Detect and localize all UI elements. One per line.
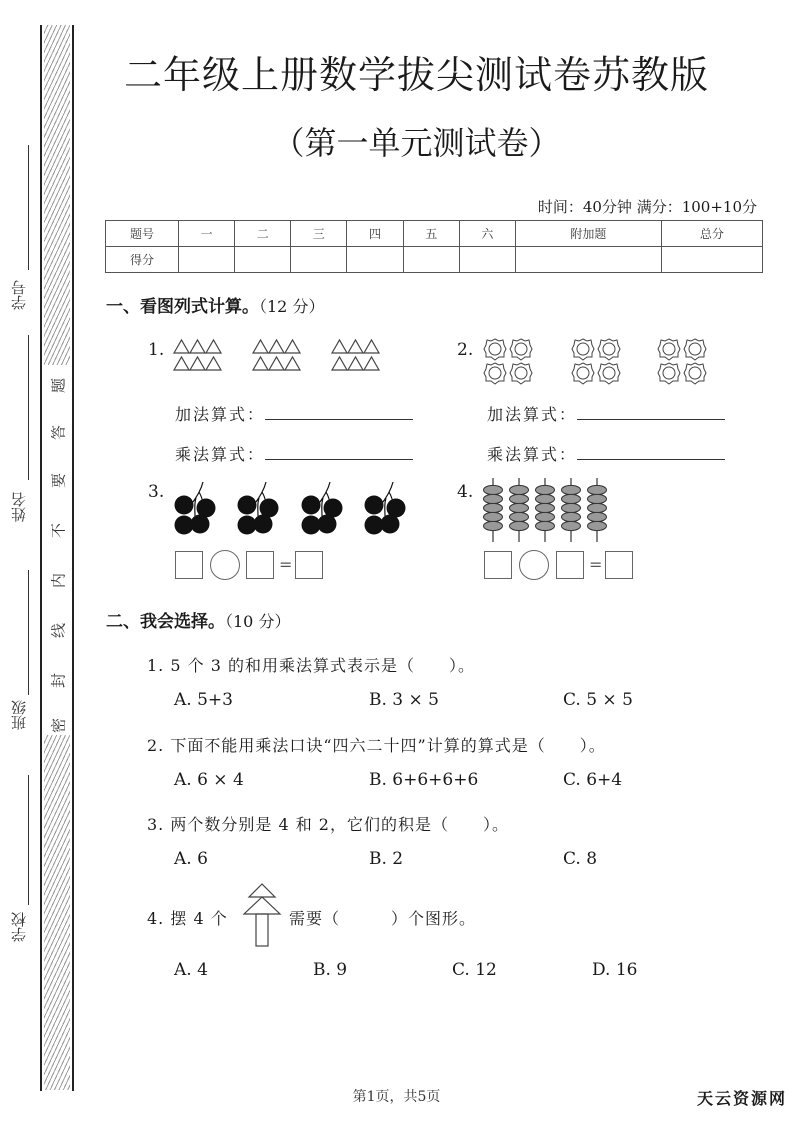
- q3-operator-circle[interactable]: [210, 550, 240, 580]
- mc-question-1: 1. 5 个 3 的和用乘法算式表示是（ ）。: [147, 656, 475, 675]
- q1-mul-label: 乘法算式：: [175, 445, 266, 464]
- q2-mul-row: [487, 442, 725, 465]
- q4-number: 4.: [457, 482, 474, 502]
- seal-char: 内: [49, 573, 68, 589]
- hatch-bottom: [44, 735, 70, 1090]
- section1-heading: [106, 292, 324, 317]
- score-cell: 附加题: [515, 221, 661, 247]
- flowers-figure: [482, 336, 722, 388]
- mc-q1-option-b[interactable]: B. 3 × 5: [369, 690, 439, 710]
- mc-question-4-prefix: 4. 摆 4 个: [147, 909, 228, 928]
- section1-points: （12 分）: [259, 297, 325, 316]
- score-input[interactable]: [515, 247, 661, 273]
- mc-question-2: 2. 下面不能用乘法口诀“四六二十四”计算的算式是（ ）。: [147, 736, 606, 755]
- tree-shape-icon: [242, 882, 282, 948]
- q2-add-label: 加法算式：: [487, 405, 578, 424]
- q2-mul-label: 乘法算式：: [487, 445, 578, 464]
- grapes-figure: [172, 480, 422, 540]
- score-cell: 三: [291, 221, 347, 247]
- school-field[interactable]: [28, 775, 29, 905]
- q2-mul-answer[interactable]: [577, 443, 725, 460]
- score-cell: 得分: [106, 247, 179, 273]
- seal-char: 密: [49, 718, 68, 734]
- mc-q4-option-b[interactable]: B. 9: [313, 960, 348, 980]
- triangles-figure: [172, 338, 402, 374]
- student-name-label: 姓名: [10, 492, 28, 522]
- score-table: [105, 220, 763, 273]
- score-cell: 五: [403, 221, 459, 247]
- mc-q4-option-c[interactable]: C. 12: [452, 960, 497, 980]
- score-input[interactable]: [347, 247, 403, 273]
- seal-char: 答: [49, 425, 68, 441]
- binding-line-left: [40, 25, 42, 1091]
- q3-equals: =: [279, 555, 293, 574]
- q3-answer-box-2[interactable]: [246, 551, 274, 579]
- binding-line-right: [72, 25, 74, 1091]
- bead-skewers-figure: [482, 478, 612, 542]
- score-input[interactable]: [291, 247, 347, 273]
- score-cell: 四: [347, 221, 403, 247]
- section2-points: （10 分）: [225, 612, 291, 631]
- mc-q1-option-a[interactable]: A. 5+3: [174, 690, 233, 710]
- q2-add-answer[interactable]: [577, 403, 725, 420]
- seal-char: 题: [49, 378, 68, 394]
- q1-mul-row: [175, 442, 413, 465]
- q4-equals: =: [589, 555, 603, 574]
- q1-mul-answer[interactable]: [265, 443, 413, 460]
- seal-char: 封: [49, 673, 68, 689]
- school-label: 学校: [10, 912, 28, 942]
- mc-question-4-suffix: 需要（ ）个图形。: [289, 909, 477, 928]
- mc-q1-option-c[interactable]: C. 5 × 5: [563, 690, 633, 710]
- score-input[interactable]: [235, 247, 291, 273]
- q3-answer-box-1[interactable]: [175, 551, 203, 579]
- score-input[interactable]: [459, 247, 515, 273]
- q3-answer-box-3[interactable]: [295, 551, 323, 579]
- q4-operator-circle[interactable]: [519, 550, 549, 580]
- q4-answer-box-3[interactable]: [605, 551, 633, 579]
- page-title: 二年级上册数学拔尖测试卷苏教版: [123, 53, 709, 97]
- q1-add-row: [175, 402, 413, 425]
- mc-q2-option-c[interactable]: C. 6+4: [563, 770, 623, 790]
- mc-q4-option-d[interactable]: D. 16: [592, 960, 638, 980]
- score-input[interactable]: [179, 247, 235, 273]
- mc-q3-option-b[interactable]: B. 2: [369, 849, 404, 869]
- score-cell: 二: [235, 221, 291, 247]
- class-field[interactable]: [28, 570, 29, 695]
- watermark: 天云资源网: [696, 1089, 787, 1108]
- student-id-label: 学号: [10, 280, 28, 310]
- q2-number: 2.: [457, 340, 474, 360]
- seal-char: 不: [49, 523, 68, 539]
- q4-answer-box-2[interactable]: [556, 551, 584, 579]
- seal-char: 线: [49, 623, 68, 639]
- score-cell: 总分: [661, 221, 762, 247]
- mc-q3-option-c[interactable]: C. 8: [563, 849, 598, 869]
- score-input[interactable]: [403, 247, 459, 273]
- section1-title: 一、看图列式计算。: [106, 297, 259, 317]
- score-table-header-row: [106, 221, 763, 247]
- q1-add-label: 加法算式：: [175, 405, 266, 424]
- page-number: 第1页，共5页: [352, 1089, 441, 1105]
- exam-meta: 时间：40分钟 满分：100+10分: [537, 198, 757, 216]
- section2-heading: [106, 607, 290, 632]
- score-table-score-row: [106, 247, 763, 273]
- mc-question-3: 3. 两个数分别是 4 和 2，它们的积是（ ）。: [147, 815, 509, 834]
- q2-add-row: [487, 402, 725, 425]
- q4-answer-box-1[interactable]: [484, 551, 512, 579]
- score-cell: 一: [179, 221, 235, 247]
- q1-number: 1.: [148, 340, 165, 360]
- mc-q3-option-a[interactable]: A. 6: [174, 849, 208, 869]
- score-cell: 题号: [106, 221, 179, 247]
- q3-number: 3.: [148, 482, 165, 502]
- score-cell: 六: [459, 221, 515, 247]
- mc-q2-option-b[interactable]: B. 6+6+6+6: [369, 770, 479, 790]
- page-subtitle: （第一单元测试卷）: [272, 124, 561, 162]
- seal-char: 要: [49, 473, 68, 489]
- student-name-field[interactable]: [28, 335, 29, 480]
- mc-q4-option-a[interactable]: A. 4: [174, 960, 208, 980]
- score-input[interactable]: [661, 247, 762, 273]
- section2-title: 二、我会选择。: [106, 612, 225, 632]
- q1-add-answer[interactable]: [265, 403, 413, 420]
- mc-q2-option-a[interactable]: A. 6 × 4: [174, 770, 244, 790]
- class-label: 班级: [10, 700, 28, 730]
